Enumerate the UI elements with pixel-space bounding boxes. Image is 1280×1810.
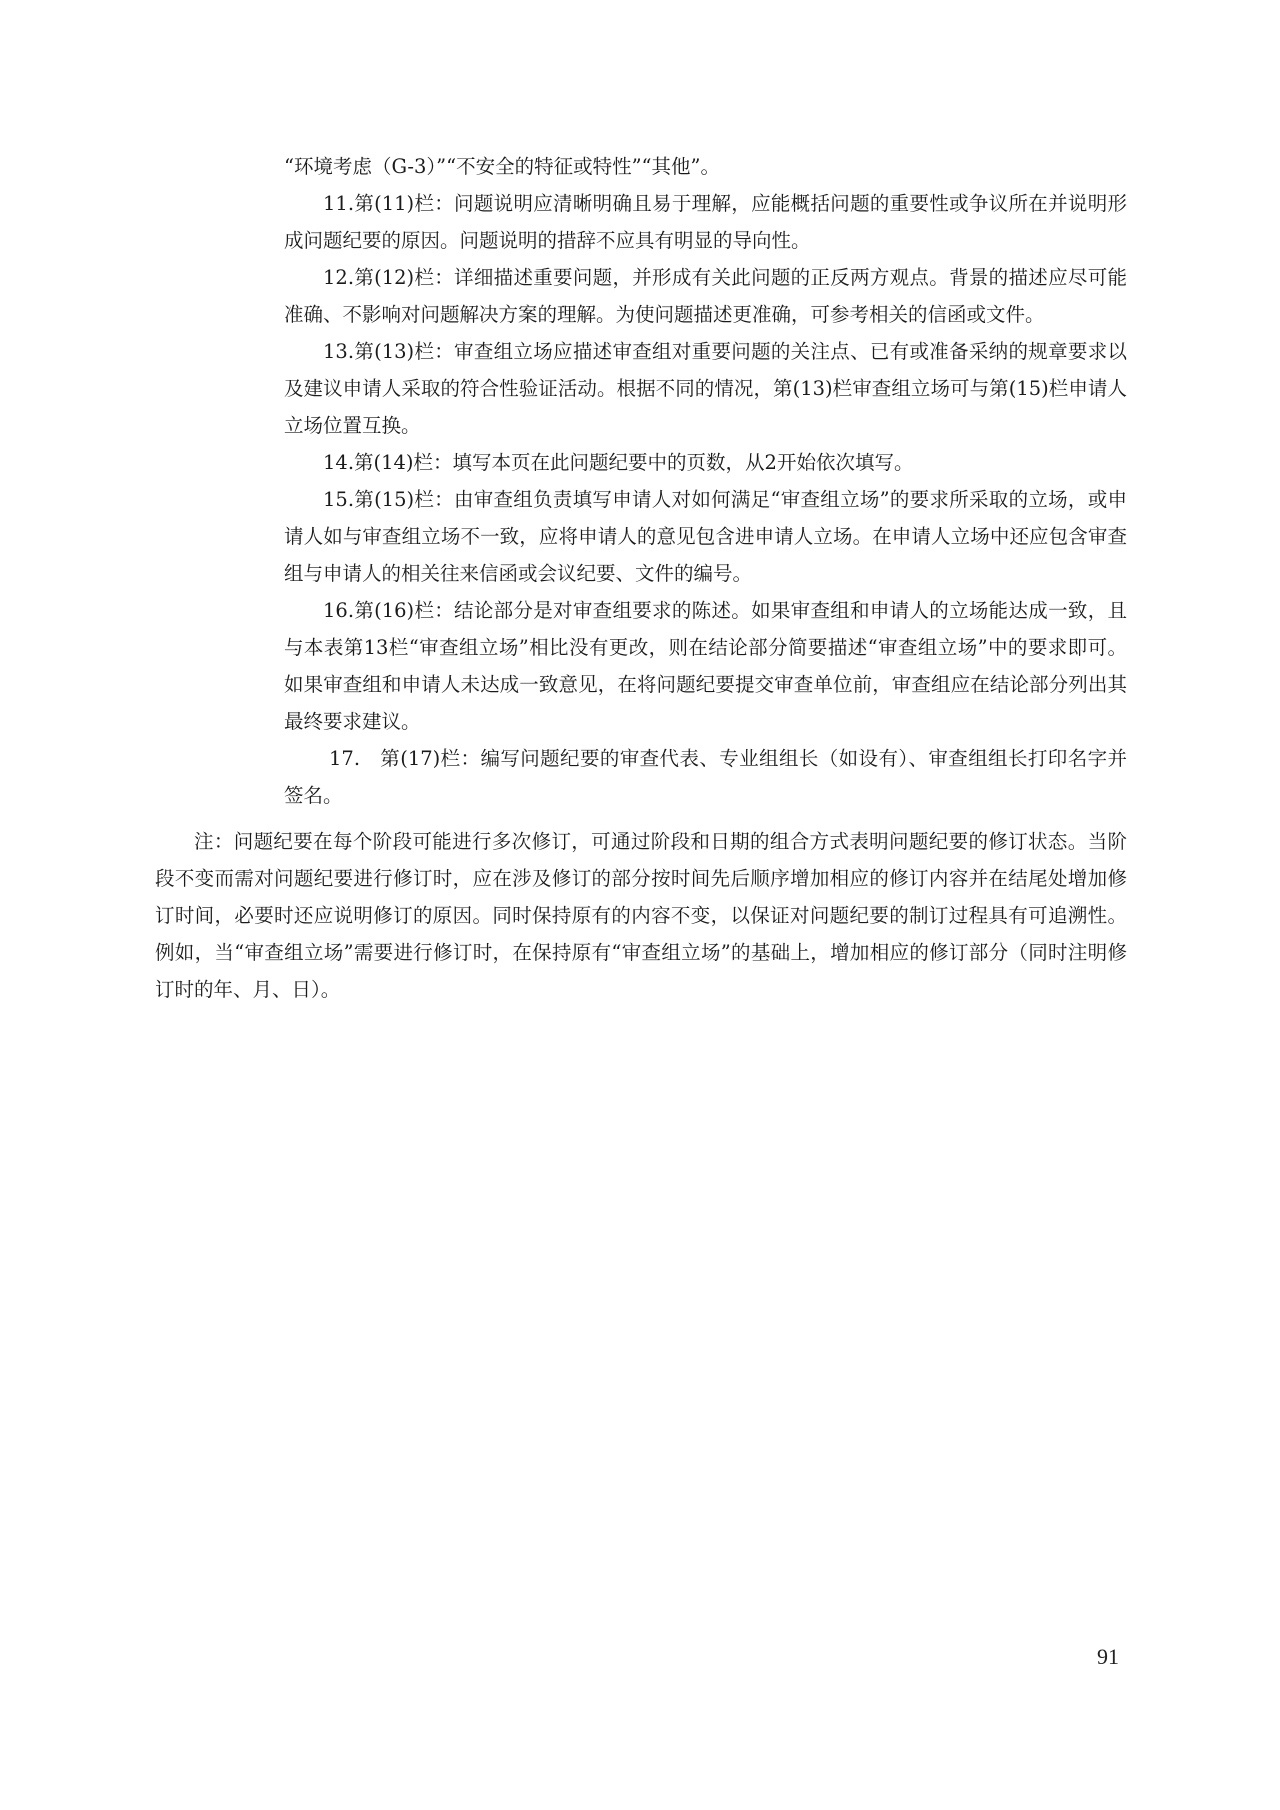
item-14: 14.第(14)栏：填写本页在此问题纪要中的页数，从2开始依次填写。 bbox=[323, 451, 914, 474]
item-12: 12.第(12)栏：详细描述重要问题，并形成有关此问题的正反两方观点。背景的描述应尽可能准确、不影响对问题解决方案的理解。为使问题描述更准确，可参考相关的信函或文件。 bbox=[284, 266, 1127, 326]
item-13: 13.第(13)栏：审查组立场应描述审查组对重要问题的关注点、已有或准备采纳的规章要求以及建议申请人采取的符合性验证活动。根据不同的情况，第(13)栏审查组立场可与第(15)栏申请人立场位置互换。 bbox=[284, 340, 1127, 437]
lead-line: “环境考虑（G-3）”“不安全的特征或特性”“其他”。 bbox=[284, 155, 720, 178]
item-15: 15.第(15)栏：由审查组负责填写申请人对如何满足“审查组立场”的要求所采取的立场，或申请人如与审查组立场不一致，应将申请人的意见包含进申请人立场。在申请人立场中还应包含审查组与申请人的相关往来信函或会议纪要、文件的编号。 bbox=[284, 488, 1127, 585]
item-16: 16.第(16)栏：结论部分是对审查组要求的陈述。如果审查组和申请人的立场能达成一致，且与本表第13栏“审查组立场”相比没有更改，则在结论部分简要描述“审查组立场”中的要求即可。如果审查组和申请人未达成一致意见，在将问题纪要提交审查单位前，审查组应在结论部分列出其最终要求建议。 bbox=[284, 599, 1127, 733]
revision-note: 注：问题纪要在每个阶段可能进行多次修订，可通过阶段和日期的组合方式表明问题纪要的修订状态。当阶段不变而需对问题纪要进行修订时，应在涉及修订的部分按时间先后顺序增加相应的修订内容并在结尾处增加修订时间，必要时还应说明修订的原因。同时保持原有的内容不变，以保证对问题纪要的制订过程具有可追溯性。例如，当“审查组立场”需要进行修订时，在保持原有“审查组立场”的基础上，增加相应的修订部分（同时注明修订时的年、月、日）。 bbox=[155, 830, 1127, 1001]
item-17: 17. 第(17)栏：编写问题纪要的审查代表、专业组组长（如设有）、审查组组长打印名字并签名。 bbox=[284, 747, 1127, 807]
instructions-body bbox=[284, 148, 1127, 814]
item-11: 11.第(11)栏：问题说明应清晰明确且易于理解，应能概括问题的重要性或争议所在并说明形成问题纪要的原因。问题说明的措辞不应具有明显的导向性。 bbox=[284, 192, 1127, 252]
page-number: 91 bbox=[1097, 1644, 1119, 1669]
